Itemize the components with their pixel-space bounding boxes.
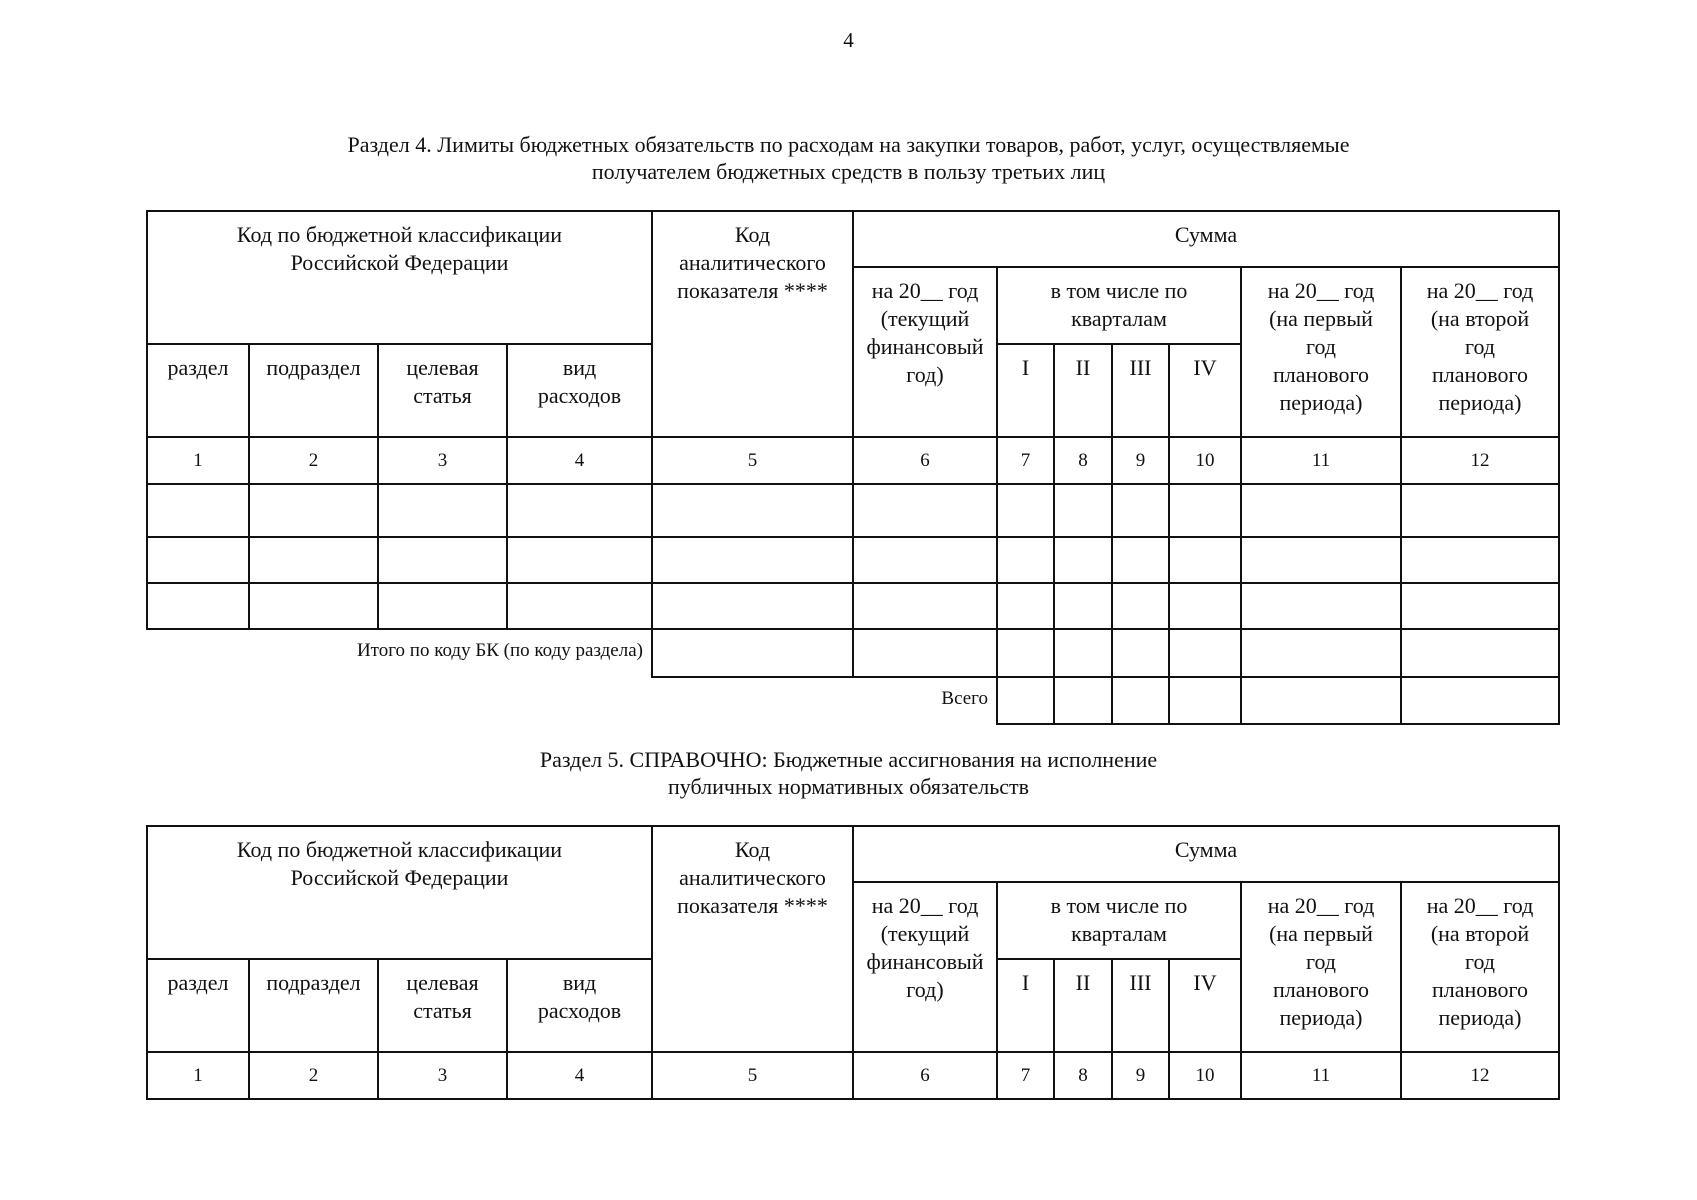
- table-rule: [377, 483, 379, 630]
- analytic-code-header: [653, 212, 852, 436]
- table-rule: [1111, 483, 1113, 630]
- bk-code-header-text: Код по бюджетной классификации Российской Федерации: [236, 837, 563, 890]
- table-rule: [1558, 210, 1560, 485]
- analytic-code-header-text: Код аналитического показателя ****: [677, 837, 828, 918]
- column-number-7-text: 7: [1020, 449, 1031, 471]
- table-rule: [996, 723, 1560, 725]
- table-rule: [377, 958, 379, 1100]
- section-4-title-line2: получателем бюджетных средств в пользу третьих лиц: [591, 159, 1106, 184]
- quarter-4-header: [1170, 960, 1240, 1051]
- table-rule: [1053, 676, 1055, 725]
- current-year-header-text: на 20__ год (текущий финансовый год): [866, 278, 984, 387]
- column-number-8-text: 8: [1078, 1064, 1088, 1086]
- column-number-10: [1170, 438, 1240, 483]
- table-rule: [996, 628, 998, 678]
- table-rule: [1053, 958, 1055, 1100]
- table-rule: [852, 210, 854, 485]
- column-number-11-text: 11: [1311, 1064, 1331, 1086]
- column-number-7: [998, 438, 1053, 483]
- table-rule: [1240, 266, 1242, 485]
- table-rule: [996, 958, 1242, 960]
- column-number-12-text: 12: [1470, 1064, 1490, 1086]
- table-rule: [651, 210, 653, 485]
- column-number-4-text: 4: [574, 1064, 585, 1086]
- bk-code-header-text: Код по бюджетной классификации Российской Федерации: [236, 222, 563, 275]
- by-quarters-header-text: в том числе по кварталам: [1050, 893, 1188, 946]
- table-rule: [996, 266, 998, 485]
- column-number-10-text: 10: [1195, 449, 1215, 471]
- total-by-code-label: Итого по коду БК (по коду раздела): [356, 640, 643, 661]
- table-rule: [146, 210, 148, 485]
- column-number-4: [508, 1053, 651, 1098]
- quarter-2-header: [1055, 960, 1111, 1051]
- column-number-5: [653, 438, 852, 483]
- target-article-column-header: [379, 960, 506, 1051]
- target-article-column-header-text: целевая статья: [406, 355, 479, 408]
- column-number-7: [998, 1053, 1053, 1098]
- table-rule: [1168, 958, 1170, 1100]
- column-number-12-text: 12: [1470, 449, 1490, 471]
- subsection-column-header-text: подраздел: [266, 355, 361, 380]
- table-rule: [996, 881, 998, 1100]
- section-5-title-line2: публичных нормативных обязательств: [667, 774, 1030, 799]
- column-number-6-text: 6: [920, 1064, 930, 1086]
- second-plan-year-header: [1402, 268, 1558, 436]
- subsection-column-header-text: подраздел: [266, 970, 361, 995]
- bk-code-header: [148, 212, 651, 343]
- table-rule: [651, 676, 1560, 678]
- column-number-11-text: 11: [1311, 449, 1331, 471]
- sum-header-text: Сумма: [1174, 222, 1238, 247]
- current-year-header: [854, 883, 996, 1051]
- table-rule: [1400, 628, 1402, 678]
- sum-header: [854, 827, 1558, 881]
- table-rule: [377, 343, 379, 485]
- column-number-4-text: 4: [574, 449, 585, 471]
- table-rule: [1400, 266, 1402, 485]
- quarter-1-header-text: I: [1021, 355, 1030, 380]
- table-rule: [146, 483, 148, 630]
- column-number-9-text: 9: [1135, 1064, 1146, 1086]
- grand-total-label: Всего: [941, 688, 988, 709]
- by-quarters-header-text: в том числе по кварталам: [1050, 278, 1188, 331]
- quarter-3-header: [1113, 345, 1168, 436]
- table-rule: [1168, 343, 1170, 485]
- quarter-1-header: [998, 960, 1053, 1051]
- column-number-2: [250, 1053, 377, 1098]
- table-rule: [996, 483, 998, 630]
- table-rule: [1111, 628, 1113, 678]
- column-number-8: [1055, 1053, 1111, 1098]
- subsection-column-header: [250, 345, 377, 436]
- column-number-9-text: 9: [1135, 449, 1146, 471]
- table-rule: [1558, 628, 1560, 678]
- analytic-code-header-text: Код аналитического показателя ****: [677, 222, 828, 303]
- quarter-2-header-text: II: [1075, 970, 1091, 995]
- subsection-column-header: [250, 960, 377, 1051]
- table-rule: [248, 343, 250, 485]
- by-quarters-header: [998, 268, 1240, 343]
- table-rule: [1240, 676, 1242, 725]
- quarter-4-header-text: IV: [1193, 970, 1217, 995]
- quarter-2-header: [1055, 345, 1111, 436]
- table-rule: [1053, 343, 1055, 485]
- table-rule: [651, 628, 653, 678]
- column-number-1: [148, 438, 248, 483]
- second-plan-year-header: [1402, 883, 1558, 1051]
- current-year-header-text: на 20__ год (текущий финансовый год): [866, 893, 984, 1002]
- target-article-column-header: [379, 345, 506, 436]
- quarter-2-header-text: II: [1075, 355, 1091, 380]
- table-rule: [1558, 483, 1560, 630]
- table-rule: [1053, 628, 1055, 678]
- quarter-3-header: [1113, 960, 1168, 1051]
- column-number-5-text: 5: [747, 449, 758, 471]
- table-rule: [1240, 483, 1242, 630]
- table-rule: [1400, 483, 1402, 630]
- table-rule: [146, 343, 653, 345]
- column-number-10-text: 10: [1195, 1064, 1215, 1086]
- column-number-3: [379, 438, 506, 483]
- table-rule: [852, 881, 1560, 883]
- table-rule: [1558, 676, 1560, 725]
- table-rule: [996, 343, 1242, 345]
- table-rule: [248, 483, 250, 630]
- table-rule: [852, 825, 854, 1100]
- section-4-title-line1: Раздел 4. Лимиты бюджетных обязательств по расходам на закупки товаров, работ, услуг, осуществляемые: [347, 132, 1350, 157]
- sum-header: [854, 212, 1558, 266]
- column-number-5: [653, 1053, 852, 1098]
- table-rule: [1400, 881, 1402, 1100]
- column-number-5-text: 5: [747, 1064, 758, 1086]
- column-number-7-text: 7: [1020, 1064, 1031, 1086]
- table-rule: [996, 676, 998, 725]
- column-number-8: [1055, 438, 1111, 483]
- sum-header-text: Сумма: [1174, 837, 1238, 862]
- column-number-3-text: 3: [437, 1064, 448, 1086]
- table-rule: [146, 958, 653, 960]
- table-rule: [651, 483, 653, 630]
- column-number-3-text: 3: [437, 449, 448, 471]
- first-plan-year-header-text: на 20__ год (на первый год планового периода): [1267, 893, 1375, 1030]
- quarter-1-header: [998, 345, 1053, 436]
- column-number-12: [1402, 438, 1558, 483]
- second-plan-year-header-text: на 20__ год (на второй год планового периода): [1426, 278, 1534, 415]
- first-plan-year-header: [1242, 883, 1400, 1051]
- column-number-11: [1242, 438, 1400, 483]
- column-number-6: [854, 1053, 996, 1098]
- table-rule: [1558, 825, 1560, 1100]
- page-number: 4: [843, 28, 854, 52]
- second-plan-year-header-text: на 20__ год (на второй год планового периода): [1426, 893, 1534, 1030]
- section-column-header-text: раздел: [167, 355, 229, 380]
- section-column-header: [148, 345, 248, 436]
- table-rule: [852, 483, 854, 630]
- section-4-title: [0, 131, 1697, 185]
- column-number-9: [1113, 438, 1168, 483]
- column-number-2: [250, 438, 377, 483]
- current-year-header: [854, 268, 996, 436]
- table-rule: [1111, 958, 1113, 1100]
- section-5-title-line1: Раздел 5. СПРАВОЧНО: Бюджетные ассигнования на исполнение: [539, 747, 1158, 772]
- table-rule: [1240, 628, 1242, 678]
- table-rule: [1053, 483, 1055, 630]
- expense-type-column-header-text: вид расходов: [537, 970, 622, 1023]
- table-rule: [1168, 676, 1170, 725]
- target-article-column-header-text: целевая статья: [406, 970, 479, 1023]
- analytic-code-header: [653, 827, 852, 1051]
- table-rule: [506, 483, 508, 630]
- table-rule: [651, 825, 653, 1100]
- quarter-4-header: [1170, 345, 1240, 436]
- table-rule: [852, 266, 1560, 268]
- column-number-12: [1402, 1053, 1558, 1098]
- quarter-3-header-text: III: [1129, 355, 1152, 380]
- table-rule: [506, 958, 508, 1100]
- bk-code-header: [148, 827, 651, 958]
- column-number-6: [854, 438, 996, 483]
- table-rule: [1111, 676, 1113, 725]
- section-column-header-text: раздел: [167, 970, 229, 995]
- by-quarters-header: [998, 883, 1240, 958]
- column-number-1-text: 1: [193, 449, 203, 471]
- table-rule: [1240, 881, 1242, 1100]
- expense-type-column-header: [508, 345, 651, 436]
- table-rule: [248, 958, 250, 1100]
- column-number-1: [148, 1053, 248, 1098]
- table-rule: [506, 343, 508, 485]
- column-number-8-text: 8: [1078, 449, 1088, 471]
- section-5-title: [0, 746, 1697, 800]
- expense-type-column-header: [508, 960, 651, 1051]
- quarter-1-header-text: I: [1021, 970, 1030, 995]
- table-rule: [1168, 483, 1170, 630]
- column-number-10: [1170, 1053, 1240, 1098]
- table-rule: [1168, 628, 1170, 678]
- column-number-11: [1242, 1053, 1400, 1098]
- section-column-header: [148, 960, 248, 1051]
- table-rule: [146, 825, 148, 1100]
- column-number-9: [1113, 1053, 1168, 1098]
- table-rule: [1111, 343, 1113, 485]
- column-number-6-text: 6: [920, 449, 930, 471]
- column-number-3: [379, 1053, 506, 1098]
- first-plan-year-header-text: на 20__ год (на первый год планового периода): [1267, 278, 1375, 415]
- column-number-1-text: 1: [193, 1064, 203, 1086]
- table-rule: [1400, 676, 1402, 725]
- expense-type-column-header-text: вид расходов: [537, 355, 622, 408]
- quarter-4-header-text: IV: [1193, 355, 1217, 380]
- quarter-3-header-text: III: [1129, 970, 1152, 995]
- first-plan-year-header: [1242, 268, 1400, 436]
- column-number-4: [508, 438, 651, 483]
- column-number-2-text: 2: [308, 1064, 319, 1086]
- table-rule: [852, 628, 854, 678]
- column-number-2-text: 2: [308, 449, 319, 471]
